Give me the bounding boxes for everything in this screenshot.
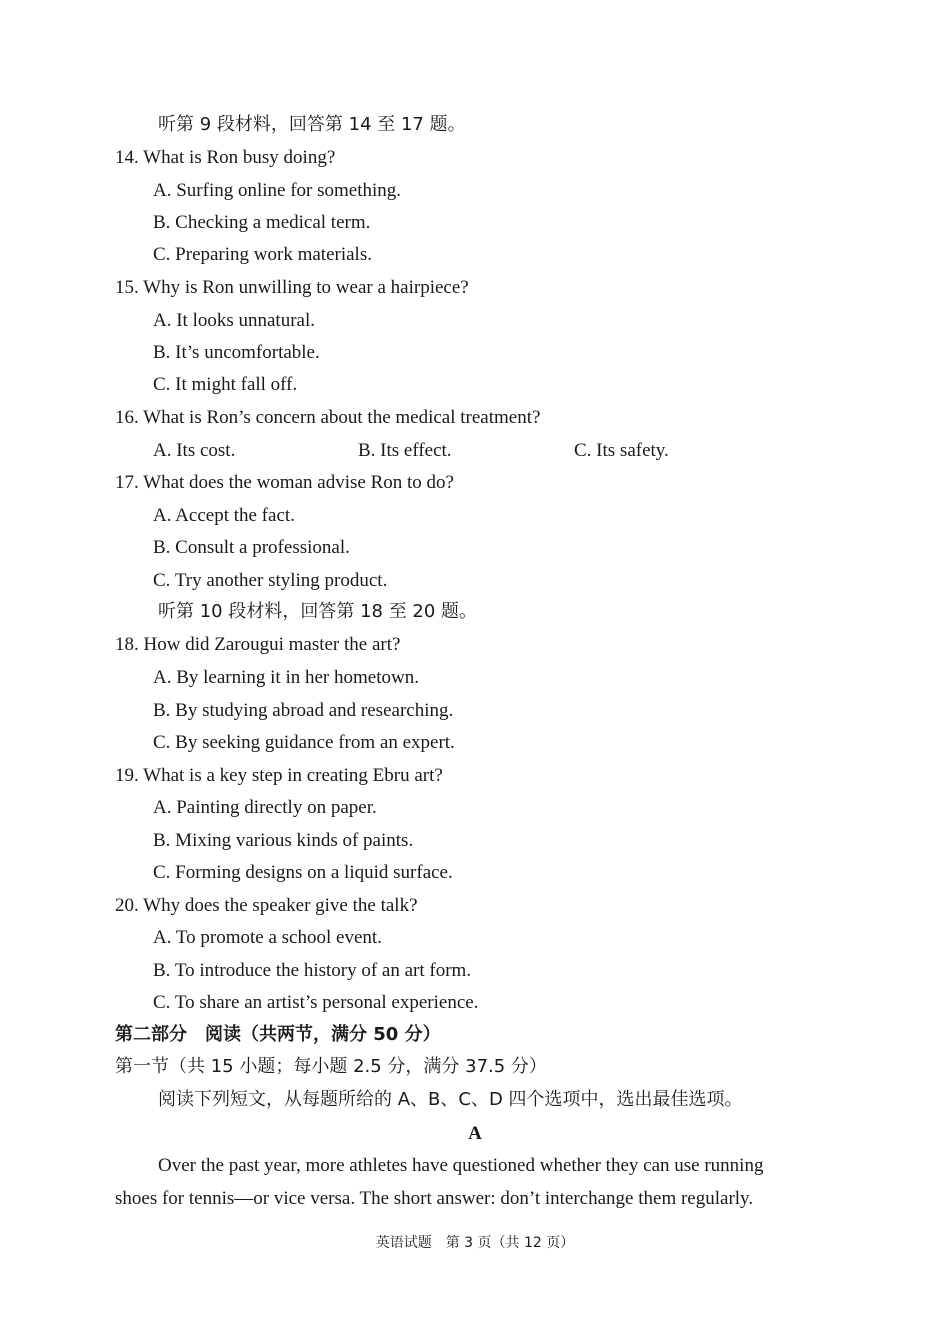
passage-label: A	[468, 1123, 482, 1144]
option-c: C. Preparing work materials.	[153, 244, 372, 265]
reading-instruction: 阅读下列短文，从每题所给的 A、B、C、D 四个选项中，选出最佳选项。	[158, 1089, 743, 1110]
option-a: A. By learning it in her hometown.	[153, 667, 419, 688]
option-a: A. Painting directly on paper.	[153, 797, 377, 818]
passage-line-2: shoes for tennis—or vice versa. The short answer: don’t interchange them regularly.	[115, 1188, 754, 1209]
option-b: B. Mixing various kinds of paints.	[153, 830, 414, 851]
option-b: B. Checking a medical term.	[153, 212, 371, 233]
option-a: A. Surfing online for something.	[153, 180, 402, 201]
question-stem: 19. What is a key step in creating Ebru art?	[115, 765, 443, 786]
listening-instruction-9: 听第 9 段材料，回答第 14 至 17 题。	[158, 114, 466, 135]
option-b: B. Its effect.	[358, 440, 452, 461]
section-one-heading: 第一节（共 15 小题；每小题 2.5 分，满分 37.5 分）	[115, 1056, 547, 1077]
question-stem: 16. What is Ron’s concern about the medical treatment?	[115, 407, 541, 428]
listening-instruction-10: 听第 10 段材料，回答第 18 至 20 题。	[158, 601, 478, 622]
question-stem: 18. How did Zarougui master the art?	[115, 634, 401, 655]
passage-line-1: Over the past year, more athletes have questioned whether they can use running	[158, 1155, 764, 1176]
part-two-heading: 第二部分 阅读（共两节，满分 50 分）	[115, 1024, 441, 1045]
option-c: C. Its safety.	[574, 440, 669, 461]
option-c: C. Forming designs on a liquid surface.	[153, 862, 453, 883]
option-b: B. By studying abroad and researching.	[153, 700, 454, 721]
question-stem: 15. Why is Ron unwilling to wear a hairpiece?	[115, 277, 469, 298]
option-b: B. Consult a professional.	[153, 537, 350, 558]
option-c: C. Try another styling product.	[153, 570, 388, 591]
page-footer: 英语试题 第 3 页（共 12 页）	[375, 1235, 575, 1251]
question-stem: 20. Why does the speaker give the talk?	[115, 895, 418, 916]
option-b: B. To introduce the history of an art form.	[153, 960, 472, 981]
option-c: C. It might fall off.	[153, 374, 298, 395]
option-a: A. Its cost.	[153, 440, 236, 461]
option-c: C. To share an artist’s personal experience.	[153, 992, 479, 1013]
option-c: C. By seeking guidance from an expert.	[153, 732, 455, 753]
option-a: A. Accept the fact.	[153, 505, 295, 526]
option-b: B. It’s uncomfortable.	[153, 342, 320, 363]
question-stem: 17. What does the woman advise Ron to do?	[115, 472, 454, 493]
question-stem: 14. What is Ron busy doing?	[115, 147, 336, 168]
option-a: A. It looks unnatural.	[153, 310, 316, 331]
option-a: A. To promote a school event.	[153, 927, 382, 948]
